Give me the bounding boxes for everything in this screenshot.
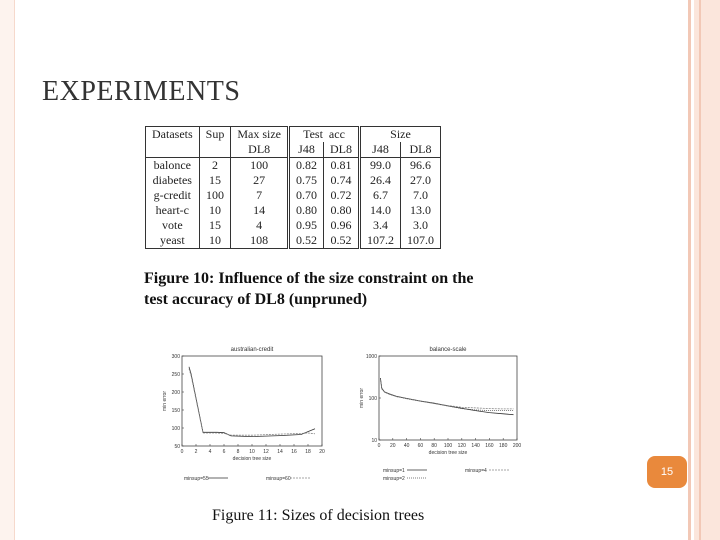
x-tick-label: 18 xyxy=(305,449,311,455)
figure-10-label: Figure 10: xyxy=(144,270,215,287)
cell-size-j48: 99.0 xyxy=(360,158,401,174)
x-tick-label: 2 xyxy=(194,449,198,455)
legend-label: minsup=55 xyxy=(184,476,209,482)
cell-size-j48: 6.7 xyxy=(360,188,401,203)
figure-11-caption: Figure 11: Sizes of decision trees xyxy=(212,507,425,524)
cell-size-dl8: 96.6 xyxy=(401,158,441,174)
x-tick-label: 20 xyxy=(319,449,325,455)
cell-max-size: 100 xyxy=(231,158,289,174)
x-tick-label: 60 xyxy=(417,443,424,449)
cell-acc-j48: 0.80 xyxy=(289,203,324,218)
y-axis-label: min error xyxy=(359,387,365,409)
series-line-minsup-55 xyxy=(189,367,315,437)
plot-frame xyxy=(379,356,517,440)
right-decorative-border-line xyxy=(688,0,691,540)
x-tick-label: 200 xyxy=(512,443,522,449)
cell-acc-dl8: 0.52 xyxy=(324,233,360,249)
x-tick-label: 16 xyxy=(291,449,297,455)
cell-acc-dl8: 0.74 xyxy=(324,173,360,188)
cell-dataset: g-credit xyxy=(153,188,191,202)
cell-size-dl8: 3.0 xyxy=(401,218,441,233)
cell-dataset: heart-c xyxy=(155,203,189,217)
table-row xyxy=(146,188,441,203)
cell-max-size: 4 xyxy=(231,218,289,233)
results-table xyxy=(145,126,441,249)
cell-sup: 10 xyxy=(199,203,231,218)
y-tick-label: 200 xyxy=(171,390,180,396)
x-axis-label: decision tree size xyxy=(232,456,272,462)
legend-label: minsup=60 xyxy=(266,476,291,482)
cell-acc-dl8: 0.81 xyxy=(324,158,360,174)
table-row xyxy=(146,218,441,233)
chart-title: australian-credit xyxy=(230,347,274,353)
cell-sup: 100 xyxy=(199,188,231,203)
cell-acc-j48: 0.82 xyxy=(289,158,324,174)
cell-max-size: 108 xyxy=(231,233,289,249)
page-number-badge: 15 xyxy=(647,456,687,488)
cell-dataset: balonce xyxy=(146,158,200,174)
x-tick-label: 100 xyxy=(443,443,453,449)
cell-max-size: 27 xyxy=(231,173,289,188)
x-tick-label: 80 xyxy=(431,443,437,449)
australian-credit-chart xyxy=(150,336,340,486)
table-subheader-row xyxy=(146,142,441,158)
table-row xyxy=(146,233,441,249)
subheader-dl8: DL8 xyxy=(231,142,289,158)
x-tick-label: 4 xyxy=(208,449,212,455)
right-decorative-border-inner-line xyxy=(699,0,701,540)
series-line-minsup-1 xyxy=(380,378,513,415)
cell-size-dl8: 27.0 xyxy=(401,173,441,188)
y-tick-label: 300 xyxy=(171,354,180,360)
subheader-test-dl8: DL8 xyxy=(324,142,360,158)
cell-size-j48: 14.0 xyxy=(360,203,401,218)
figure-10-caption-line1: Influence of the size constraint on the xyxy=(218,270,474,287)
x-tick-label: 0 xyxy=(180,449,184,455)
x-tick-label: 8 xyxy=(236,449,240,455)
header-test: Test xyxy=(303,127,323,141)
x-tick-label: 20 xyxy=(390,443,396,449)
legend-label: minsup=4 xyxy=(465,468,487,474)
x-tick-label: 12 xyxy=(263,449,269,455)
cell-acc-j48: 0.52 xyxy=(289,233,324,249)
y-axis-label: min error xyxy=(162,390,168,412)
x-tick-label: 10 xyxy=(249,449,255,455)
table-header-row xyxy=(146,127,441,143)
header-test-acc xyxy=(289,127,360,143)
y-tick-label: 1000 xyxy=(365,354,377,360)
cell-size-j48: 3.4 xyxy=(360,218,401,233)
cell-size-dl8: 13.0 xyxy=(401,203,441,218)
cell-sup: 2 xyxy=(199,158,231,174)
cell-dataset: vote xyxy=(161,218,183,232)
x-tick-label: 14 xyxy=(277,449,283,455)
table-row xyxy=(146,203,441,218)
header-size: Size xyxy=(360,127,441,143)
header-max-size: Max size xyxy=(231,127,289,143)
cell-acc-j48: 0.95 xyxy=(289,218,324,233)
cell-size-j48: 107.2 xyxy=(360,233,401,249)
x-tick-label: 6 xyxy=(222,449,226,455)
header-sup: Sup xyxy=(199,127,231,143)
chart-title: balance-scale xyxy=(429,347,467,353)
figure-10-caption xyxy=(144,268,534,310)
cell-acc-dl8: 0.80 xyxy=(324,203,360,218)
x-tick-label: 180 xyxy=(499,443,508,449)
x-tick-label: 40 xyxy=(403,443,410,449)
figure-10-caption-line2: test accuracy of DL8 (unpruned) xyxy=(144,291,368,308)
y-tick-label: 10 xyxy=(371,438,377,444)
cell-acc-j48: 0.70 xyxy=(289,188,324,203)
cell-max-size: 7 xyxy=(231,188,289,203)
series-line-minsup-60 xyxy=(189,369,315,436)
cell-acc-j48: 0.75 xyxy=(289,173,324,188)
y-tick-label: 100 xyxy=(171,426,180,432)
cell-acc-dl8: 0.96 xyxy=(324,218,360,233)
cell-sup: 15 xyxy=(199,218,231,233)
left-decorative-border xyxy=(0,0,15,540)
subheader-size-j48: J48 xyxy=(360,142,401,158)
cell-acc-dl8: 0.72 xyxy=(324,188,360,203)
cell-size-j48: 26.4 xyxy=(360,173,401,188)
legend-label: minsup=2 xyxy=(383,476,405,482)
subheader-size-dl8: DL8 xyxy=(401,142,441,158)
cell-size-dl8: 107.0 xyxy=(401,233,441,249)
cell-sup: 15 xyxy=(199,173,231,188)
x-tick-label: 140 xyxy=(471,443,480,449)
x-axis-label: decision tree size xyxy=(428,450,468,456)
y-tick-label: 250 xyxy=(171,372,180,378)
balance-scale-chart xyxy=(345,336,525,486)
subheader-test-j48: J48 xyxy=(289,142,324,158)
x-tick-label: 0 xyxy=(377,443,381,449)
cell-dataset: yeast xyxy=(160,233,185,247)
header-acc: acc xyxy=(328,127,345,141)
slide-title: EXPERIMENTS xyxy=(42,76,241,107)
x-tick-label: 120 xyxy=(457,443,466,449)
right-decorative-border-band xyxy=(694,0,720,540)
legend-label: minsup=1 xyxy=(383,468,405,474)
cell-size-dl8: 7.0 xyxy=(401,188,441,203)
cell-max-size: 14 xyxy=(231,203,289,218)
cell-sup: 10 xyxy=(199,233,231,249)
header-datasets: Datasets xyxy=(152,127,193,141)
series-line-minsup-4 xyxy=(380,379,513,409)
table-row xyxy=(146,158,441,174)
table-row xyxy=(146,173,441,188)
x-tick-label: 160 xyxy=(485,443,494,449)
y-tick-label: 100 xyxy=(368,396,377,402)
cell-dataset: diabetes xyxy=(152,173,192,187)
y-tick-label: 150 xyxy=(171,408,180,414)
y-tick-label: 50 xyxy=(174,444,180,450)
series-line-minsup-2 xyxy=(380,379,513,411)
